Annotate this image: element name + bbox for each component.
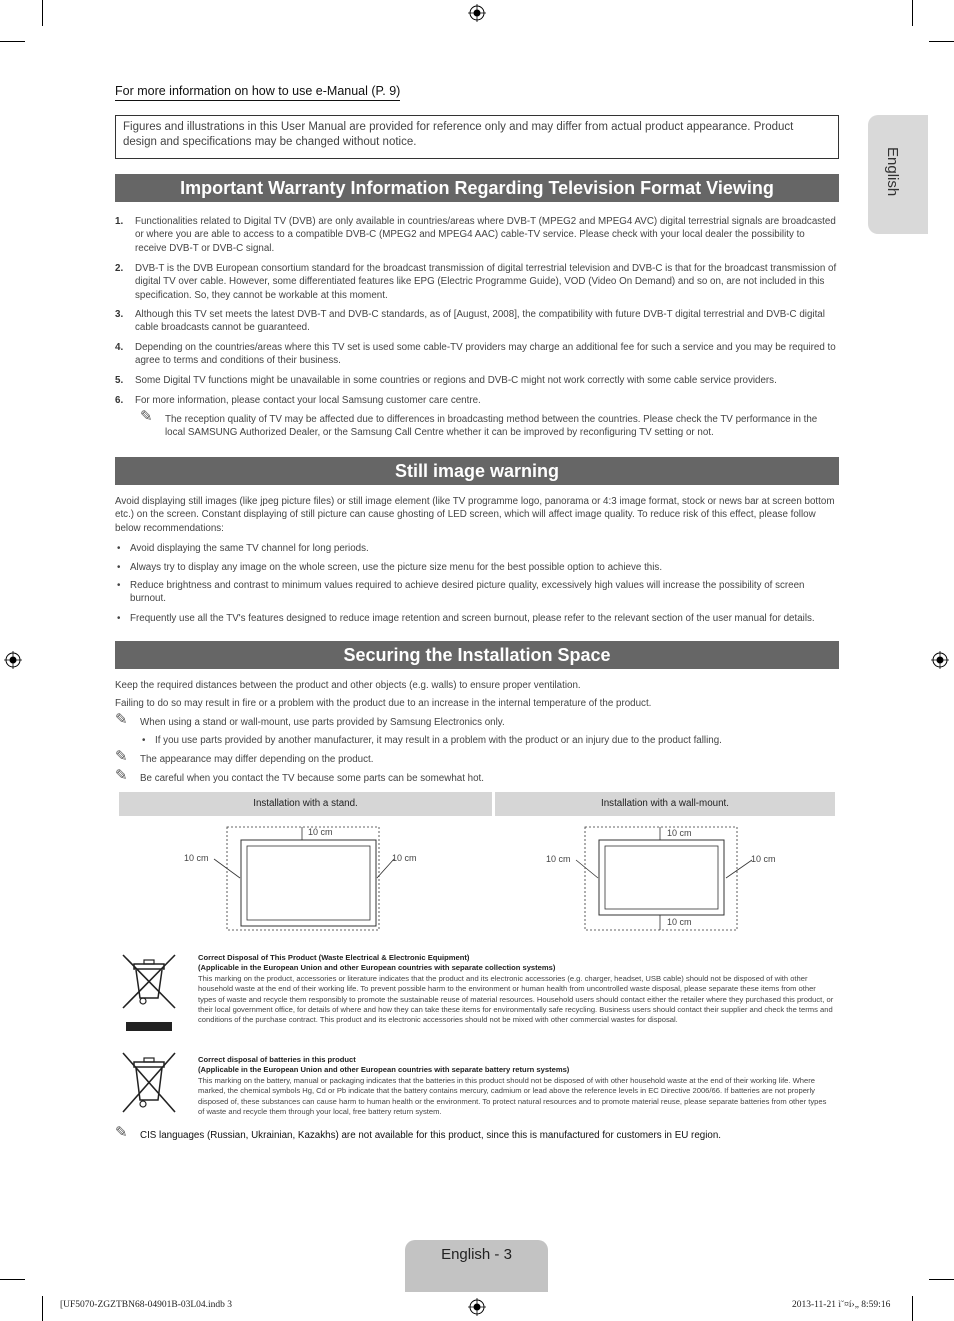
battery-title: Correct disposal of batteries in this product	[198, 1055, 356, 1064]
page-number: English - 3	[441, 1246, 512, 1263]
list-number: 6.	[115, 395, 124, 406]
bullet-text: Always try to display any image on the whole screen, use the picture size menu for the best possible option to achieve this.	[130, 562, 663, 573]
registration-mark-icon	[468, 4, 486, 22]
registration-mark-icon	[468, 1298, 486, 1316]
clearance-label: 10 cm	[667, 828, 692, 838]
pencil-note-icon: ✎	[140, 408, 153, 425]
clearance-label: 10 cm	[392, 853, 417, 863]
pencil-note-icon: ✎	[115, 748, 128, 765]
weee-body: This marking on the product, accessories or literature indicates that the product and its electronic accessories (e.g. charger, headset, USB cable) should not be disposed of with other household waste at the end of their working life. To prevent possible harm to the environment or human health from uncontrolled waste disposal, please separate these items from other types of waste and recycle them responsibly to promote the sustainable reuse of material resources. Household users should contact either the retailer where they purchased this product, or their local government office, for details of where and how they can take these items for environmentally safe recycling. Business users should contact their supplier and check the terms and conditions of the purchase contract. This product and its electronic accessories should not be mixed with other commercial wastes for disposal.	[198, 973, 834, 1025]
install-note	[115, 748, 839, 767]
note-text: Be careful when you contact the TV because some parts can be somewhat hot.	[140, 773, 484, 784]
install-note	[115, 711, 839, 730]
crop-mark	[42, 0, 43, 26]
list-item	[115, 341, 839, 368]
list-text: Depending on the countries/areas where this TV set is used some cable-TV providers may charge an additional fee for such a service and you may be required to agree to terms and conditions of their business.	[135, 342, 836, 367]
notice-box: Figures and illustrations in this User Manual are provided for reference only and may differ from actual product appearance. Product design and specifications may be changed without notice.	[115, 115, 839, 159]
battery-disposal-text	[198, 1055, 834, 1117]
crop-mark	[912, 0, 913, 26]
registration-mark-icon	[4, 651, 22, 669]
crop-mark	[0, 41, 25, 42]
list-number: 3.	[115, 309, 124, 320]
note-text: The appearance may differ depending on the product.	[140, 754, 374, 765]
install-note	[115, 767, 839, 786]
clearance-label: 10 cm	[546, 854, 571, 864]
note-text: CIS languages (Russian, Ukrainian, Kazakhs) are not available for this product, since this is manufactured for customers in EU region.	[140, 1130, 722, 1141]
crop-mark	[0, 1279, 25, 1280]
list-number: 2.	[115, 263, 124, 274]
install-paragraph: Keep the required distances between the product and other objects (e.g. walls) to ensure proper ventilation.	[115, 680, 581, 691]
weee-disposal-text	[198, 953, 834, 1039]
clearance-label: 10 cm	[184, 853, 209, 863]
clearance-label: 10 cm	[308, 827, 333, 837]
print-slug-timestamp: 2013-11-21 ì˘¤í›„ 8:59:16	[792, 1300, 891, 1310]
pencil-note-icon: ✎	[115, 767, 128, 784]
list-item	[115, 374, 839, 388]
list-number: 4.	[115, 342, 124, 353]
list-item: • Always try to display any image on the whole screen, use the picture size menu for the best possible option to achieve this.	[115, 561, 839, 575]
battery-subtitle: (Applicable in the European Union and other European countries with separate battery return systems)	[198, 1065, 570, 1075]
still-intro: Avoid displaying still images (like jpeg picture files) or still image element (like TV programme logo, panorama or 4:3 image format, stock or news bar at screen bottom etc.) on the screen. Constant displaying of still picture can cause ghosting of LED screen, which will affect image quality. To reduce risk of this effect, please follow below recommendations:	[115, 496, 835, 534]
list-item: • If you use parts provided by another manufacturer, it may result in a problem with the product or an injury due to the product falling.	[140, 734, 839, 748]
cis-note	[115, 1124, 839, 1143]
battery-body: This marking on the battery, manual or packaging indicates that the batteries in this product should not be disposed of with other household waste at the end of their working life. Where marked, the chemical symbols Hg, Cd or Pb indicate that the battery contains mercury, cadmium or lead above the reference levels in EC Directive 2006/66. If batteries are not properly disposed of, these substances can cause harm to human health or the environment. To protect natural resources and to promote material reuse, please separate batteries from other types of waste and recycle them through your local, free battery return system.	[198, 1075, 827, 1117]
bullet-text: Avoid displaying the same TV channel for long periods.	[130, 543, 369, 554]
pencil-note-icon: ✎	[115, 1124, 128, 1141]
list-item	[115, 394, 839, 408]
pencil-note-icon: ✎	[115, 711, 128, 728]
list-number: 1.	[115, 216, 124, 227]
crossed-bin-icon	[120, 952, 178, 1034]
warranty-section-title: Important Warranty Information Regarding Television Format Viewing	[115, 174, 839, 202]
note-text: The reception quality of TV may be affected due to differences in broadcasting method between the countries. Please check the TV performance in the local SAMSUNG Authorized Dealer, or the Samsung Call Centre whether it can be improved by reconfiguring TV setting or not.	[165, 414, 818, 439]
install-paragraph: Failing to do so may result in fire or a problem with the product due to an increase in the internal temperature of the product.	[115, 698, 652, 709]
warranty-note	[140, 408, 839, 441]
weee-subtitle: (Applicable in the European Union and other European countries with separate collection systems)	[198, 963, 556, 973]
install-section-title: Securing the Installation Space	[115, 641, 839, 669]
weee-title: Correct Disposal of This Product (Waste Electrical & Electronic Equipment)	[198, 953, 470, 962]
list-text: Functionalities related to Digital TV (DVB) are only available in countries/areas where DVB-T (MPEG2 and MPEG4 AVC) digital terrestrial signals are broadcasted or where you are able to access to a compatible DVB-C (MPEG2 and MPEG4 AAC) cable-TV service. Please check with your local dealer the possibility to receive DVB-T or DVB-C signal.	[135, 216, 836, 254]
bullet-text: If you use parts provided by another manufacturer, it may result in a problem with the product or an injury due to the product falling.	[155, 735, 722, 746]
wall-mount-tv-diagram	[540, 822, 790, 932]
note-text: When using a stand or wall-mount, use parts provided by Samsung Electronics only.	[140, 717, 505, 728]
list-item	[115, 308, 839, 335]
list-text: Some Digital TV functions might be unavailable in some countries or regions and DVB-C might not work correctly with some cable service providers.	[135, 375, 777, 386]
wall-header: Installation with a wall-mount.	[495, 792, 835, 816]
crop-mark	[929, 1279, 954, 1280]
print-slug-file: [UF5070-ZGZTBN68-04901B-03L04.indb 3	[60, 1300, 233, 1310]
registration-mark-icon	[931, 651, 949, 669]
emanual-link[interactable]: For more information on how to use e-Manual (P. 9)	[115, 84, 400, 101]
crossed-battery-bin-icon	[120, 1050, 178, 1120]
list-text: DVB-T is the DVB European consortium standard for the broadcast transmission of digital terrestrial television and DVB-C is that for the broadcast transmission of digital TV over cable. However, some differentiated features like EPG (Electric Programme Guide), VOD (Video On Demand) and so on, are not included in this specification. So, they cannot be workable at this moment.	[135, 263, 837, 301]
crop-mark	[929, 41, 954, 42]
still-section-title: Still image warning	[115, 457, 839, 485]
bullet-text: Frequently use all the TV's features designed to reduce image retention and screen burnout, please refer to the relevant section of the user manual for details.	[130, 613, 815, 624]
crop-mark	[912, 1296, 913, 1321]
clearance-label: 10 cm	[667, 917, 692, 927]
bullet-text: Reduce brightness and contrast to minimum values required to achieve desired picture quality, excessively high values will increase the possibility of screen burnout.	[130, 580, 805, 605]
stand-tv-diagram	[180, 822, 430, 932]
list-item: • Reduce brightness and contrast to minimum values required to achieve desired picture quality, excessively high values will increase the possibility of screen burnout.	[115, 579, 839, 606]
list-number: 5.	[115, 375, 124, 386]
crop-mark	[42, 1296, 43, 1321]
clearance-label: 10 cm	[751, 854, 776, 864]
list-text: For more information, please contact your local Samsung customer care centre.	[135, 395, 481, 406]
list-text: Although this TV set meets the latest DVB-T and DVB-C standards, as of [August, 2008], the compatibility with future DVB-T digital terrestrial and DVB-C digital cable broadcasts cannot be guaranteed.	[135, 309, 825, 334]
side-tab-label: English	[884, 147, 901, 197]
list-item: • Avoid displaying the same TV channel for long periods.	[115, 542, 839, 556]
list-item: • Frequently use all the TV's features designed to reduce image retention and screen burnout, please refer to the relevant section of the user manual for details.	[115, 612, 839, 626]
list-item	[115, 262, 839, 302]
stand-header: Installation with a stand.	[119, 792, 492, 816]
language-side-tab	[868, 115, 928, 234]
page-number-tab	[405, 1240, 548, 1292]
list-item	[115, 215, 839, 255]
